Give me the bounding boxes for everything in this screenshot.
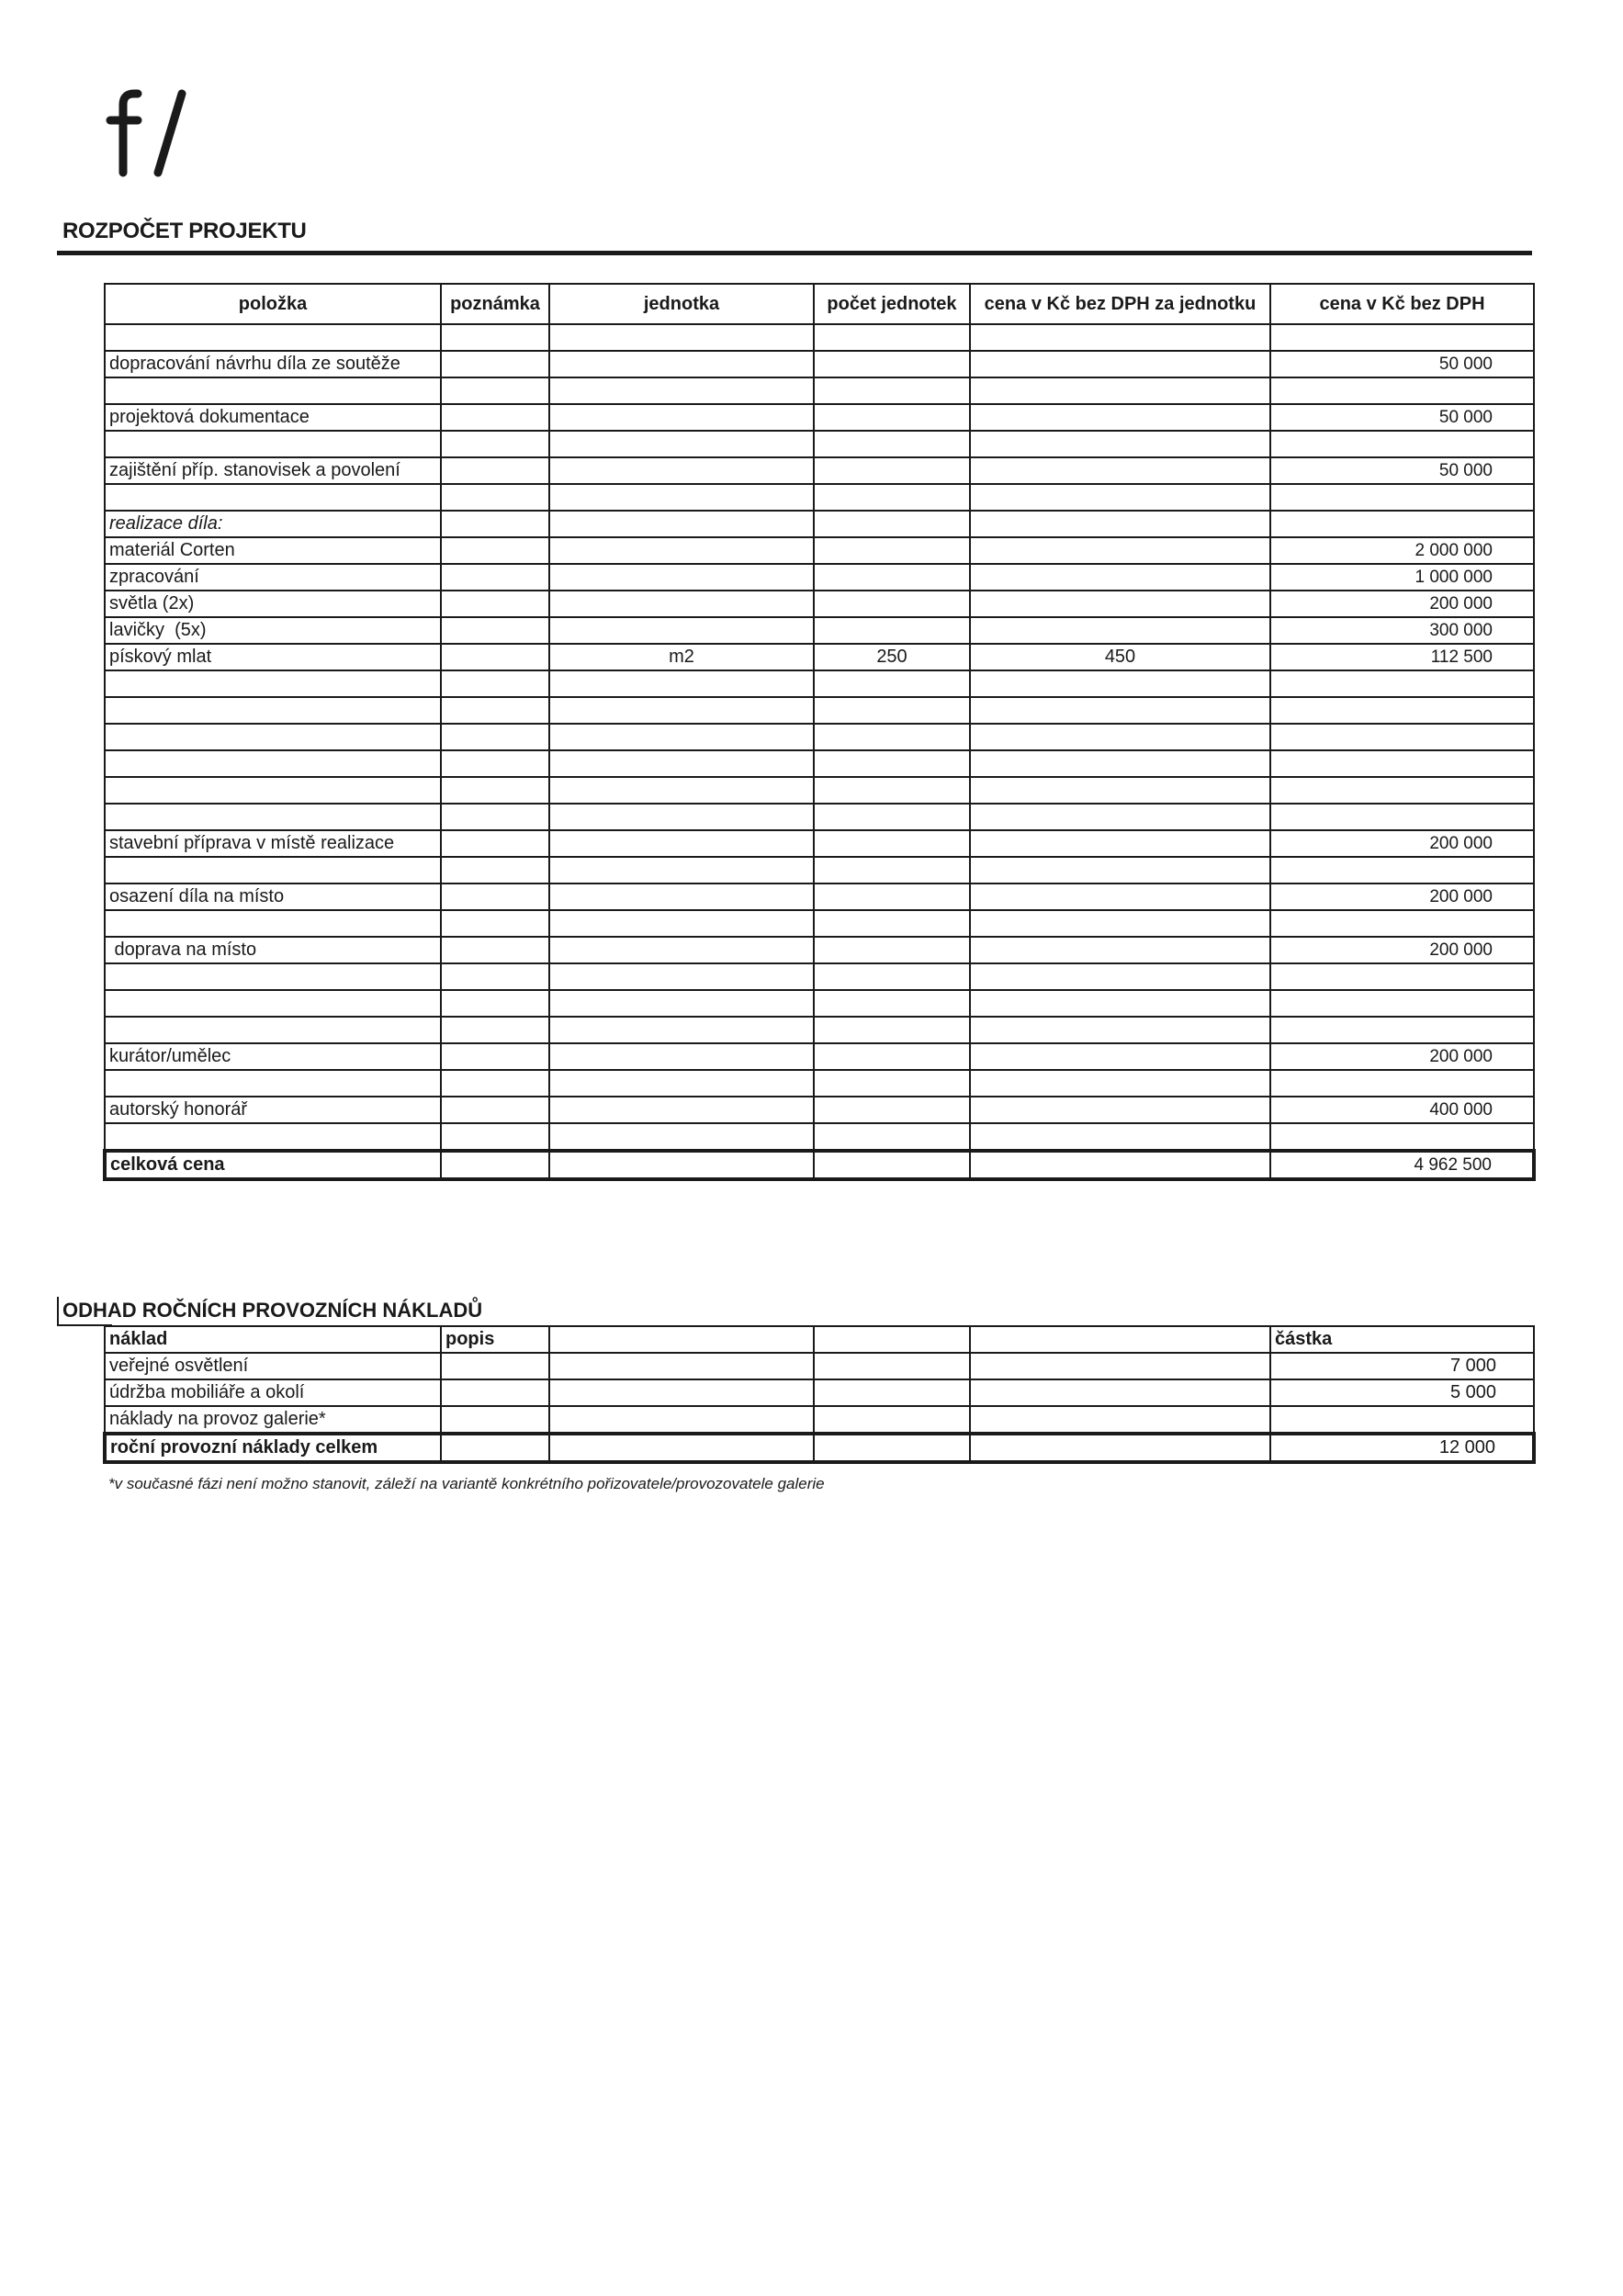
cell-price: 200 000 [1270, 937, 1534, 963]
cell-price [1270, 697, 1534, 724]
cell-unit-price [970, 963, 1270, 990]
cell [814, 1353, 970, 1379]
cell-unit-price [970, 884, 1270, 910]
cell-unit-price: 450 [970, 644, 1270, 670]
cell-count [814, 697, 970, 724]
budget-row [105, 963, 1534, 990]
cell-note [441, 324, 549, 351]
cell-unit-price [970, 1017, 1270, 1043]
cell-item: dopracování návrhu díla ze soutěže [105, 351, 441, 377]
operating-body [105, 1353, 1534, 1434]
cell-item [105, 697, 441, 724]
cell-item: autorský honorář [105, 1097, 441, 1123]
cell-item [105, 484, 441, 511]
cell-price [1270, 804, 1534, 830]
cell-count [814, 670, 970, 697]
budget-row [105, 564, 1534, 591]
cell-note [441, 537, 549, 564]
cell-price [1270, 431, 1534, 457]
operating-total-label: roční provozní náklady celkem [105, 1434, 441, 1462]
cell [970, 1151, 1270, 1179]
cell-price: 2 000 000 [1270, 537, 1534, 564]
cell-unit [549, 457, 814, 484]
cell-unit [549, 750, 814, 777]
cell-price: 200 000 [1270, 884, 1534, 910]
cell-item: projektová dokumentace [105, 404, 441, 431]
cell [814, 1379, 970, 1406]
cell-count [814, 830, 970, 857]
cell-price [1270, 1123, 1534, 1151]
cell-price: 200 000 [1270, 830, 1534, 857]
cell-count [814, 990, 970, 1017]
cell-count [814, 963, 970, 990]
budget-table [103, 283, 1536, 1181]
logo-f-slash-icon [103, 88, 204, 180]
title-rule [57, 251, 1532, 255]
cell-note [441, 724, 549, 750]
cell-note [441, 617, 549, 644]
cell-unit-price [970, 457, 1270, 484]
cell-item: osazení díla na místo [105, 884, 441, 910]
budget-row [105, 830, 1534, 857]
cell-unit-price [970, 830, 1270, 857]
cell-note [441, 884, 549, 910]
cell-note [441, 564, 549, 591]
cell-unit-price [970, 484, 1270, 511]
cell-item: materiál Corten [105, 537, 441, 564]
cell-count [814, 351, 970, 377]
cell-count [814, 591, 970, 617]
budget-row [105, 404, 1534, 431]
operating-row [105, 1379, 1534, 1406]
cell-count [814, 484, 970, 511]
cell-note [441, 937, 549, 963]
cell-item [105, 910, 441, 937]
cell-unit [549, 963, 814, 990]
cell-note [441, 404, 549, 431]
total-label: celková cena [105, 1151, 441, 1179]
cell-unit-price [970, 511, 1270, 537]
cell-unit-price [970, 404, 1270, 431]
cell-unit-price [970, 804, 1270, 830]
cell-price [1270, 750, 1534, 777]
cell-item [105, 431, 441, 457]
operating-row [105, 1406, 1534, 1434]
budget-row [105, 724, 1534, 750]
cell-unit-price [970, 857, 1270, 884]
cell-note [441, 990, 549, 1017]
cell-count [814, 910, 970, 937]
cell-price [1270, 990, 1534, 1017]
cell-naklad: údržba mobiliáře a okolí [105, 1379, 441, 1406]
budget-row [105, 857, 1534, 884]
cell-unit [549, 804, 814, 830]
budget-row [105, 431, 1534, 457]
budget-row [105, 804, 1534, 830]
cell-unit [549, 1017, 814, 1043]
cell-unit [549, 910, 814, 937]
cell-price [1270, 724, 1534, 750]
cell-count [814, 564, 970, 591]
cell-price: 112 500 [1270, 644, 1534, 670]
cell-note [441, 1043, 549, 1070]
cell-item [105, 857, 441, 884]
cell-count [814, 750, 970, 777]
header-pocet: počet jednotek [814, 284, 970, 324]
cell-count [814, 324, 970, 351]
operating-table [103, 1325, 1536, 1464]
cell-castka: 7 000 [1270, 1353, 1534, 1379]
cell-unit [549, 884, 814, 910]
cell-note [441, 804, 549, 830]
cell-note [441, 377, 549, 404]
cell-item [105, 777, 441, 804]
budget-row [105, 324, 1534, 351]
budget-row [105, 990, 1534, 1017]
cell-price [1270, 324, 1534, 351]
cell-unit-price [970, 1123, 1270, 1151]
cell-unit [549, 564, 814, 591]
budget-row [105, 1123, 1534, 1151]
budget-row [105, 617, 1534, 644]
budget-row [105, 537, 1534, 564]
operating-total-row [105, 1434, 1534, 1462]
cell-item: zajištění příp. stanovisek a povolení [105, 457, 441, 484]
budget-row [105, 644, 1534, 670]
header-empty [814, 1326, 970, 1353]
cell-note [441, 484, 549, 511]
cell-price [1270, 484, 1534, 511]
budget-title: ROZPOČET PROJEKTU [62, 219, 307, 243]
cell-note [441, 1097, 549, 1123]
cell-unit [549, 1043, 814, 1070]
cell-item: světla (2x) [105, 591, 441, 617]
cell-price [1270, 377, 1534, 404]
cell-count [814, 1097, 970, 1123]
budget-total-row [105, 1151, 1534, 1179]
cell-count [814, 537, 970, 564]
cell-price: 400 000 [1270, 1097, 1534, 1123]
cell-unit [549, 724, 814, 750]
cell-count [814, 377, 970, 404]
cell-count [814, 724, 970, 750]
cell-price: 1 000 000 [1270, 564, 1534, 591]
cell-note [441, 777, 549, 804]
cell-note [441, 910, 549, 937]
cell-count [814, 511, 970, 537]
header-cena-jednotka: cena v Kč bez DPH za jednotku [970, 284, 1270, 324]
budget-row [105, 351, 1534, 377]
header-empty [549, 1326, 814, 1353]
cell-unit-price [970, 377, 1270, 404]
cell-unit [549, 351, 814, 377]
cell-item: pískový mlat [105, 644, 441, 670]
cell-unit [549, 511, 814, 537]
header-popis: popis [441, 1326, 549, 1353]
cell-note [441, 830, 549, 857]
cell-item [105, 377, 441, 404]
header-jednotka: jednotka [549, 284, 814, 324]
cell-unit [549, 591, 814, 617]
logo [103, 88, 204, 180]
cell-unit [549, 937, 814, 963]
cell-item [105, 990, 441, 1017]
cell-unit [549, 830, 814, 857]
cell-unit [549, 537, 814, 564]
cell-item: lavičky (5x) [105, 617, 441, 644]
cell-count: 250 [814, 644, 970, 670]
cell-note [441, 1070, 549, 1097]
cell-item [105, 1070, 441, 1097]
budget-row [105, 884, 1534, 910]
budget-row [105, 457, 1534, 484]
cell [549, 1379, 814, 1406]
cell-price: 200 000 [1270, 1043, 1534, 1070]
budget-row [105, 1097, 1534, 1123]
cell-count [814, 431, 970, 457]
cell-count [814, 804, 970, 830]
cell-unit-price [970, 724, 1270, 750]
cell-count [814, 1043, 970, 1070]
cell-unit-price [970, 1043, 1270, 1070]
cell-item [105, 804, 441, 830]
cell-unit [549, 377, 814, 404]
cell [814, 1434, 970, 1462]
budget-row [105, 591, 1534, 617]
cell-price [1270, 670, 1534, 697]
budget-row [105, 484, 1534, 511]
cell-item: kurátor/umělec [105, 1043, 441, 1070]
header-naklad: náklad [105, 1326, 441, 1353]
footnote: *v současné fázi není možno stanovit, záleží na variantě konkrétního pořizovatele/provozovatele galerie [108, 1475, 825, 1492]
cell-price [1270, 1070, 1534, 1097]
cell [549, 1406, 814, 1434]
cell-note [441, 697, 549, 724]
cell-price [1270, 910, 1534, 937]
cell-count [814, 777, 970, 804]
cell-unit-price [970, 591, 1270, 617]
operating-total-amount: 12 000 [1270, 1434, 1534, 1462]
cell-price: 50 000 [1270, 404, 1534, 431]
cell [970, 1353, 1270, 1379]
cell-item [105, 324, 441, 351]
cell-unit: m2 [549, 644, 814, 670]
operating-row [105, 1353, 1534, 1379]
cell-unit [549, 324, 814, 351]
cell [441, 1353, 549, 1379]
budget-row [105, 511, 1534, 537]
budget-body [105, 324, 1534, 1151]
header-poznamka: poznámka [441, 284, 549, 324]
cell-unit [549, 990, 814, 1017]
budget-header-row [105, 284, 1534, 324]
cell-unit [549, 404, 814, 431]
cell-item [105, 724, 441, 750]
cell-price: 200 000 [1270, 591, 1534, 617]
cell-count [814, 457, 970, 484]
cell-item [105, 1017, 441, 1043]
cell [549, 1353, 814, 1379]
cell-item [105, 750, 441, 777]
cell-note [441, 963, 549, 990]
cell [814, 1406, 970, 1434]
cell-unit [549, 617, 814, 644]
cell [814, 1151, 970, 1179]
cell-price [1270, 963, 1534, 990]
cell-note [441, 857, 549, 884]
cell-item [105, 670, 441, 697]
cell-unit [549, 697, 814, 724]
cell-item: zpracování [105, 564, 441, 591]
cell [441, 1379, 549, 1406]
cell-unit [549, 1070, 814, 1097]
cell-note [441, 644, 549, 670]
cell-item: stavební příprava v místě realizace [105, 830, 441, 857]
cell-unit [549, 670, 814, 697]
cell-unit-price [970, 670, 1270, 697]
cell-note [441, 1123, 549, 1151]
cell [970, 1406, 1270, 1434]
cell-count [814, 404, 970, 431]
budget-row [105, 1017, 1534, 1043]
cell-unit [549, 484, 814, 511]
cell-unit-price [970, 537, 1270, 564]
cell-note [441, 670, 549, 697]
cell-note [441, 591, 549, 617]
cell-unit-price [970, 351, 1270, 377]
budget-row [105, 697, 1534, 724]
cell-unit [549, 857, 814, 884]
cell-note [441, 457, 549, 484]
cell-unit-price [970, 431, 1270, 457]
cell [441, 1406, 549, 1434]
cell-price: 300 000 [1270, 617, 1534, 644]
cell [441, 1151, 549, 1179]
cell-naklad: veřejné osvětlení [105, 1353, 441, 1379]
cell [970, 1379, 1270, 1406]
cell-unit-price [970, 564, 1270, 591]
header-empty [970, 1326, 1270, 1353]
cell-castka: 5 000 [1270, 1379, 1534, 1406]
cell-unit-price [970, 324, 1270, 351]
budget-row [105, 1070, 1534, 1097]
cell-count [814, 884, 970, 910]
cell-count [814, 857, 970, 884]
cell [549, 1151, 814, 1179]
budget-row [105, 777, 1534, 804]
cell-unit-price [970, 777, 1270, 804]
cell-price: 50 000 [1270, 351, 1534, 377]
header-castka: částka [1270, 1326, 1534, 1353]
cell-price: 50 000 [1270, 457, 1534, 484]
cell-naklad: náklady na provoz galerie* [105, 1406, 441, 1434]
cell-price [1270, 777, 1534, 804]
cell-price [1270, 511, 1534, 537]
cell-price [1270, 1017, 1534, 1043]
budget-row [105, 377, 1534, 404]
cell-unit [549, 1097, 814, 1123]
budget-row [105, 910, 1534, 937]
cell-unit-price [970, 910, 1270, 937]
cell-count [814, 1070, 970, 1097]
budget-row [105, 750, 1534, 777]
cell-unit-price [970, 617, 1270, 644]
cell-unit-price [970, 937, 1270, 963]
cell-note [441, 431, 549, 457]
cell [441, 1434, 549, 1462]
budget-row [105, 670, 1534, 697]
cell-castka [1270, 1406, 1534, 1434]
cell-note [441, 351, 549, 377]
cell-note [441, 511, 549, 537]
cell-count [814, 617, 970, 644]
cell-item [105, 963, 441, 990]
cell-note [441, 1017, 549, 1043]
cell-price [1270, 857, 1534, 884]
header-cena: cena v Kč bez DPH [1270, 284, 1534, 324]
cell-unit [549, 777, 814, 804]
cell-unit-price [970, 1097, 1270, 1123]
operating-title: ODHAD ROČNÍCH PROVOZNÍCH NÁKLADŮ [57, 1297, 112, 1326]
budget-row [105, 937, 1534, 963]
cell-unit-price [970, 750, 1270, 777]
cell-item [105, 1123, 441, 1151]
cell [970, 1434, 1270, 1462]
cell-item: realizace díla: [105, 511, 441, 537]
cell-unit-price [970, 1070, 1270, 1097]
operating-header-row [105, 1326, 1534, 1353]
cell-unit-price [970, 697, 1270, 724]
header-polozka: položka [105, 284, 441, 324]
cell-count [814, 937, 970, 963]
cell-unit [549, 1123, 814, 1151]
cell-unit-price [970, 990, 1270, 1017]
budget-row [105, 1043, 1534, 1070]
cell [549, 1434, 814, 1462]
cell-note [441, 750, 549, 777]
cell-count [814, 1123, 970, 1151]
total-price: 4 962 500 [1270, 1151, 1534, 1179]
cell-unit [549, 431, 814, 457]
cell-count [814, 1017, 970, 1043]
cell-item: doprava na místo [105, 937, 441, 963]
